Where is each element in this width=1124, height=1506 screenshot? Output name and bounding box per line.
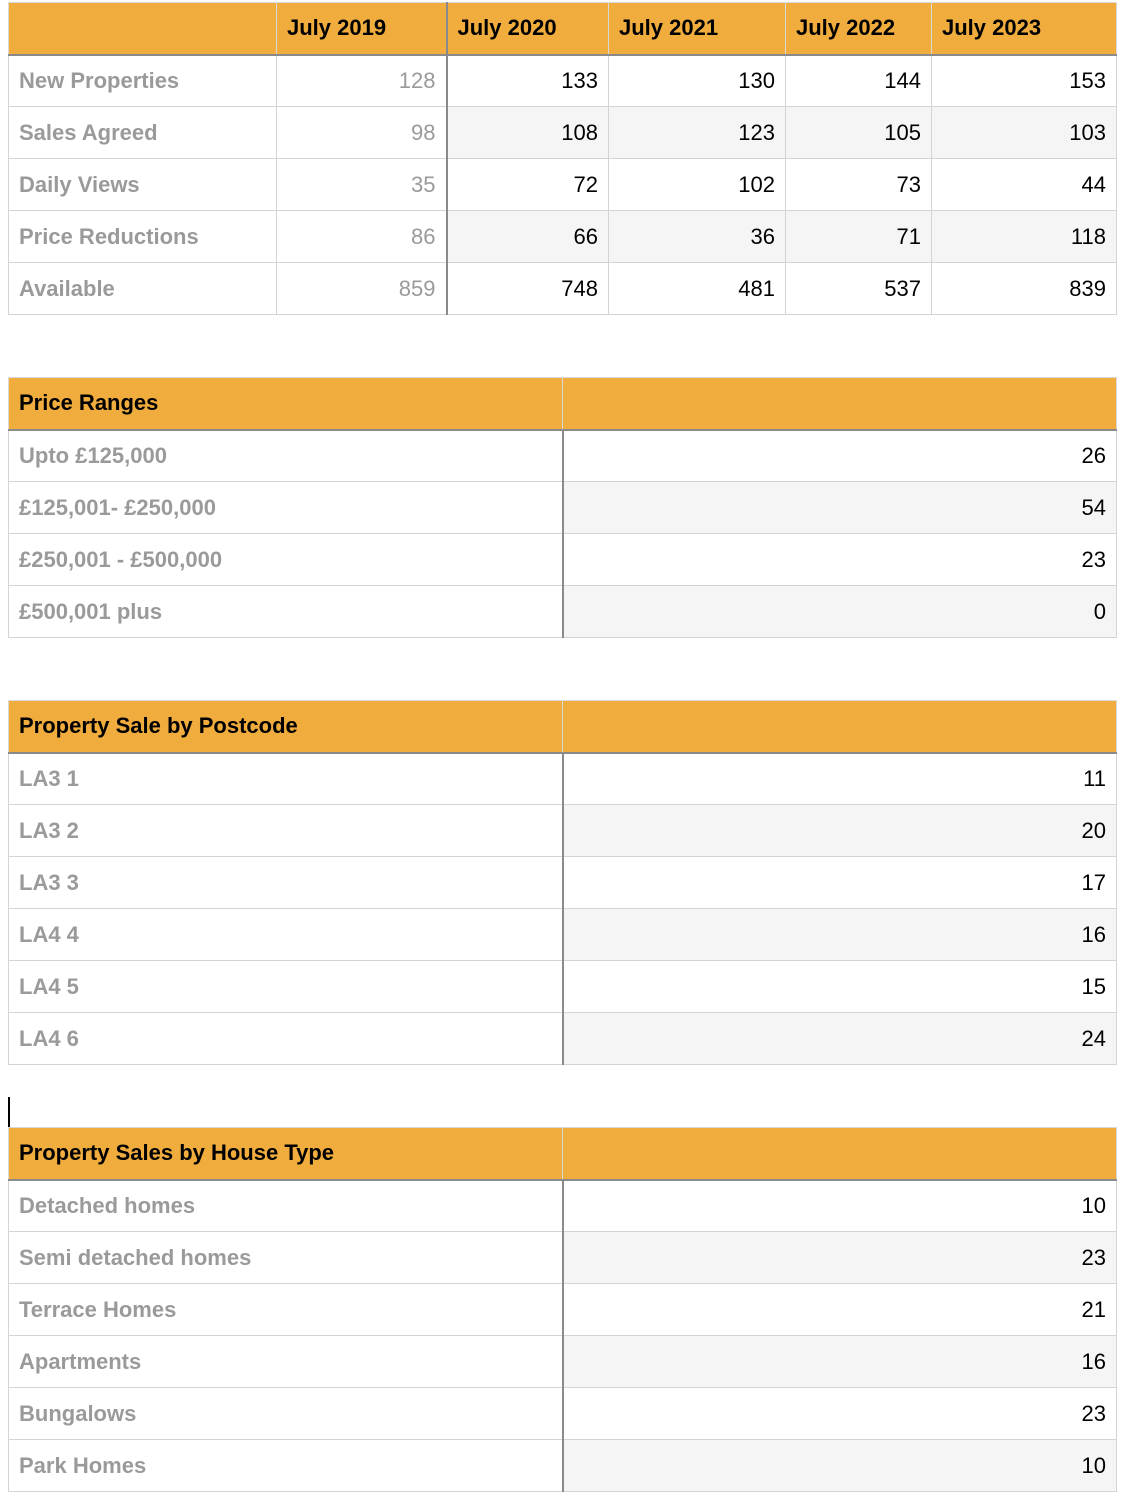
table-row bbox=[9, 909, 1117, 961]
row-label-price-reductions[interactable]: Price Reductions bbox=[9, 211, 277, 263]
table-cell[interactable]: 20 bbox=[563, 805, 1117, 857]
table-row bbox=[9, 753, 1117, 805]
table-row bbox=[9, 482, 1117, 534]
price-ranges-table bbox=[8, 377, 1117, 638]
table-cell[interactable]: 10 bbox=[563, 1180, 1117, 1232]
table-header-row bbox=[9, 1128, 1117, 1180]
row-label[interactable]: Terrace Homes bbox=[9, 1284, 563, 1336]
table-cell[interactable]: 16 bbox=[563, 909, 1117, 961]
row-label[interactable]: Apartments bbox=[9, 1336, 563, 1388]
table-cell[interactable]: 54 bbox=[563, 482, 1117, 534]
table-cell[interactable]: 128 bbox=[277, 55, 447, 107]
column-header-blank[interactable] bbox=[563, 701, 1117, 753]
table-cell[interactable]: 23 bbox=[563, 534, 1117, 586]
table-cell[interactable]: 103 bbox=[932, 107, 1117, 159]
row-label-daily-views[interactable]: Daily Views bbox=[9, 159, 277, 211]
column-header-july-2022[interactable]: July 2022 bbox=[786, 3, 932, 55]
table-header-row bbox=[9, 378, 1117, 430]
column-header-july-2023[interactable]: July 2023 bbox=[932, 3, 1117, 55]
table-cell[interactable]: 123 bbox=[609, 107, 786, 159]
table-row bbox=[9, 1440, 1117, 1492]
table-cell[interactable]: 98 bbox=[277, 107, 447, 159]
column-header-blank[interactable] bbox=[563, 378, 1117, 430]
text-cursor bbox=[8, 1097, 10, 1127]
row-label[interactable]: LA3 2 bbox=[9, 805, 563, 857]
table-row bbox=[9, 1388, 1117, 1440]
column-header-july-2021[interactable]: July 2021 bbox=[609, 3, 786, 55]
table-cell[interactable]: 839 bbox=[932, 263, 1117, 315]
row-label-new-properties[interactable]: New Properties bbox=[9, 55, 277, 107]
row-label[interactable]: LA3 1 bbox=[9, 753, 563, 805]
table-cell[interactable]: 748 bbox=[447, 263, 609, 315]
table-row bbox=[9, 55, 1117, 107]
table-row bbox=[9, 263, 1117, 315]
table-cell[interactable]: 71 bbox=[786, 211, 932, 263]
table-header-row bbox=[9, 701, 1117, 753]
table-cell[interactable]: 153 bbox=[932, 55, 1117, 107]
table-cell[interactable]: 72 bbox=[447, 159, 609, 211]
table-cell[interactable]: 15 bbox=[563, 961, 1117, 1013]
table-cell[interactable]: 86 bbox=[277, 211, 447, 263]
table-cell[interactable]: 10 bbox=[563, 1440, 1117, 1492]
table-row bbox=[9, 586, 1117, 638]
table-cell[interactable]: 36 bbox=[609, 211, 786, 263]
column-header-blank[interactable] bbox=[563, 1128, 1117, 1180]
table-cell[interactable]: 481 bbox=[609, 263, 786, 315]
table-cell[interactable]: 105 bbox=[786, 107, 932, 159]
table-cell[interactable]: 24 bbox=[563, 1013, 1117, 1065]
table-cell[interactable]: 118 bbox=[932, 211, 1117, 263]
column-header-july-2020[interactable]: July 2020 bbox=[447, 3, 609, 55]
row-label[interactable]: Bungalows bbox=[9, 1388, 563, 1440]
row-label[interactable]: £125,001- £250,000 bbox=[9, 482, 563, 534]
row-label[interactable]: Park Homes bbox=[9, 1440, 563, 1492]
row-label[interactable]: Detached homes bbox=[9, 1180, 563, 1232]
table-cell[interactable]: 44 bbox=[932, 159, 1117, 211]
table-row bbox=[9, 430, 1117, 482]
table-cell[interactable]: 16 bbox=[563, 1336, 1117, 1388]
row-label[interactable]: LA3 3 bbox=[9, 857, 563, 909]
row-label-sales-agreed[interactable]: Sales Agreed bbox=[9, 107, 277, 159]
table-cell[interactable]: 23 bbox=[563, 1232, 1117, 1284]
table-row bbox=[9, 1284, 1117, 1336]
table-cell[interactable]: 108 bbox=[447, 107, 609, 159]
table-row bbox=[9, 1180, 1117, 1232]
table-cell[interactable]: 17 bbox=[563, 857, 1117, 909]
table-row bbox=[9, 159, 1117, 211]
row-label[interactable]: LA4 6 bbox=[9, 1013, 563, 1065]
table-cell[interactable]: 73 bbox=[786, 159, 932, 211]
yearly-stats-table bbox=[8, 2, 1117, 315]
row-label[interactable]: Upto £125,000 bbox=[9, 430, 563, 482]
table-cell[interactable]: 537 bbox=[786, 263, 932, 315]
table-cell[interactable]: 35 bbox=[277, 159, 447, 211]
table-row bbox=[9, 534, 1117, 586]
table-cell[interactable]: 0 bbox=[563, 586, 1117, 638]
row-label[interactable]: £250,001 - £500,000 bbox=[9, 534, 563, 586]
postcode-sales-table bbox=[8, 700, 1117, 1065]
table-row bbox=[9, 805, 1117, 857]
table-row bbox=[9, 961, 1117, 1013]
table-cell[interactable]: 21 bbox=[563, 1284, 1117, 1336]
table-cell[interactable]: 144 bbox=[786, 55, 932, 107]
row-label-available[interactable]: Available bbox=[9, 263, 277, 315]
price-ranges-title[interactable]: Price Ranges bbox=[9, 378, 563, 430]
postcode-sales-title[interactable]: Property Sale by Postcode bbox=[9, 701, 563, 753]
table-row bbox=[9, 107, 1117, 159]
row-label[interactable]: £500,001 plus bbox=[9, 586, 563, 638]
table-row bbox=[9, 1013, 1117, 1065]
row-label[interactable]: Semi detached homes bbox=[9, 1232, 563, 1284]
table-cell[interactable]: 130 bbox=[609, 55, 786, 107]
table-cell[interactable]: 26 bbox=[563, 430, 1117, 482]
house-type-sales-title[interactable]: Property Sales by House Type bbox=[9, 1128, 563, 1180]
table-cell[interactable]: 66 bbox=[447, 211, 609, 263]
column-header-july-2019[interactable]: July 2019 bbox=[277, 3, 447, 55]
table-cell[interactable]: 859 bbox=[277, 263, 447, 315]
table-header-row bbox=[9, 3, 1117, 55]
table-row bbox=[9, 1336, 1117, 1388]
table-cell[interactable]: 133 bbox=[447, 55, 609, 107]
table-cell[interactable]: 23 bbox=[563, 1388, 1117, 1440]
row-label[interactable]: LA4 5 bbox=[9, 961, 563, 1013]
table-cell[interactable]: 102 bbox=[609, 159, 786, 211]
table-cell[interactable]: 11 bbox=[563, 753, 1117, 805]
table-row bbox=[9, 1232, 1117, 1284]
table-row bbox=[9, 211, 1117, 263]
column-header-blank[interactable] bbox=[9, 3, 277, 55]
row-label[interactable]: LA4 4 bbox=[9, 909, 563, 961]
house-type-sales-table bbox=[8, 1127, 1117, 1492]
table-row bbox=[9, 857, 1117, 909]
